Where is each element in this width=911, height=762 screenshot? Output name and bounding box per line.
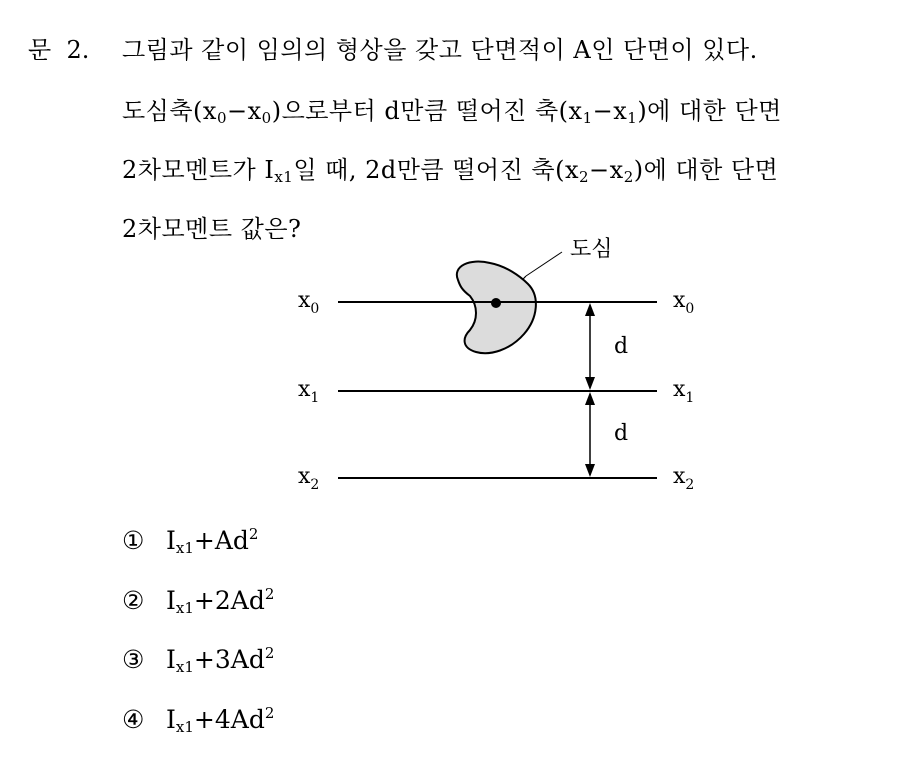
answer-choice-4[interactable]: ④ $I_{x1}+4Ad^2$ — [122, 704, 275, 736]
answer-choice-3[interactable]: ③ $I_{x1}+3Ad^2$ — [122, 644, 275, 676]
question-line-1: 그림과 같이 임의의 형상을 갖고 단면적이 A인 단면이 있다. — [122, 36, 758, 64]
axis-label-right-x0: $x_0$ — [673, 288, 695, 317]
choice-marker: ② — [122, 586, 145, 615]
axis-label-left-x2: $x_2$ — [298, 464, 320, 493]
choice-marker: ④ — [122, 705, 145, 734]
axis-label-left-x0: $x_0$ — [298, 288, 320, 317]
axis-label-left-x1: $x_1$ — [298, 377, 320, 406]
question-line-2: 도심축$(x_0-x_0)$으로부터 d만큼 떨어진 축$(x_1-x_1)$에 대한 단면 — [122, 97, 782, 127]
answer-choice-2[interactable]: ② $I_{x1}+2Ad^2$ — [122, 585, 275, 617]
centroid-leader-line — [526, 252, 562, 276]
dimension-arrow-d2-bottom — [585, 464, 595, 477]
dimension-arrow-d2-top — [585, 392, 595, 405]
answer-choice-1[interactable]: ① $I_{x1}+Ad^2$ — [122, 525, 259, 557]
dimension-label-d2: d — [614, 421, 629, 446]
dimension-label-d1: d — [614, 334, 629, 359]
dimension-arrow-d1-top — [585, 303, 595, 316]
choice-marker: ① — [122, 526, 145, 555]
axis-label-right-x1: $x_1$ — [673, 377, 695, 406]
centroid-dot — [491, 298, 501, 308]
question-line-3: 2차모멘트가 $I_{x1}$일 때, 2d만큼 떨어진 축$(x_2-x_2)$에 대한 단면 — [122, 156, 779, 186]
dimension-arrow-d1-bottom — [585, 377, 595, 390]
centroid-label: 도심 — [570, 237, 613, 262]
question-line-4: 2차모멘트 값은? — [122, 215, 302, 243]
axis-label-right-x2: $x_2$ — [673, 464, 695, 493]
question-number: 문 2. — [28, 36, 90, 64]
choice-marker: ③ — [122, 645, 145, 674]
